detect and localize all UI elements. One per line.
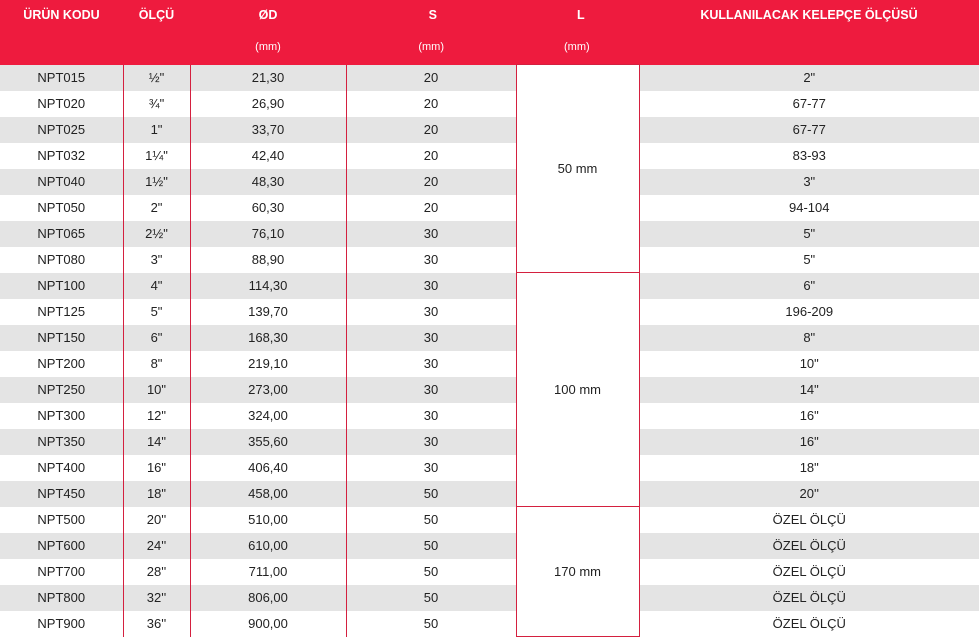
cell-size: 6" — [123, 325, 190, 351]
cell-code: NPT700 — [0, 559, 123, 585]
table-row — [0, 351, 979, 377]
cell-size: 2½" — [123, 221, 190, 247]
header-s: S — [346, 0, 516, 32]
cell-code: NPT150 — [0, 325, 123, 351]
cell-clamp: ÖZEL ÖLÇÜ — [639, 611, 979, 637]
cell-diameter: 60,30 — [190, 195, 346, 221]
cell-clamp: 6" — [639, 273, 979, 299]
cell-size: 1½" — [123, 169, 190, 195]
cell-l-group: 100 mm — [516, 273, 639, 507]
header-l-unit: (mm) — [516, 32, 639, 65]
table-row — [0, 221, 979, 247]
cell-code: NPT040 — [0, 169, 123, 195]
cell-diameter: 900,00 — [190, 611, 346, 637]
cell-s: 50 — [346, 611, 516, 637]
cell-diameter: 76,10 — [190, 221, 346, 247]
cell-clamp: 5" — [639, 247, 979, 273]
cell-size: 4" — [123, 273, 190, 299]
header-code: ÜRÜN KODU — [0, 0, 123, 32]
table-row — [0, 481, 979, 507]
cell-s: 30 — [346, 351, 516, 377]
header-size: ÖLÇÜ — [123, 0, 190, 32]
cell-code: NPT025 — [0, 117, 123, 143]
cell-code: NPT900 — [0, 611, 123, 637]
cell-size: 5" — [123, 299, 190, 325]
header-clamp-unit — [639, 32, 979, 65]
cell-diameter: 114,30 — [190, 273, 346, 299]
cell-s: 30 — [346, 273, 516, 299]
cell-s: 50 — [346, 481, 516, 507]
cell-s: 30 — [346, 325, 516, 351]
table-row — [0, 377, 979, 403]
cell-code: NPT200 — [0, 351, 123, 377]
table-row — [0, 429, 979, 455]
cell-code: NPT080 — [0, 247, 123, 273]
table-row — [0, 117, 979, 143]
cell-diameter: 458,00 — [190, 481, 346, 507]
cell-s: 30 — [346, 247, 516, 273]
header-clamp: KULLANILACAK KELEPÇE ÖLÇÜSÜ — [639, 0, 979, 32]
cell-diameter: 26,90 — [190, 91, 346, 117]
cell-diameter: 711,00 — [190, 559, 346, 585]
cell-code: NPT125 — [0, 299, 123, 325]
table-row — [0, 611, 979, 637]
cell-s: 20 — [346, 65, 516, 91]
cell-s: 20 — [346, 117, 516, 143]
cell-clamp: 94-104 — [639, 195, 979, 221]
cell-s: 30 — [346, 299, 516, 325]
table-row — [0, 559, 979, 585]
table-row — [0, 65, 979, 91]
cell-clamp: 196-209 — [639, 299, 979, 325]
cell-clamp: ÖZEL ÖLÇÜ — [639, 585, 979, 611]
cell-s: 50 — [346, 559, 516, 585]
cell-diameter: 88,90 — [190, 247, 346, 273]
cell-size: ½" — [123, 65, 190, 91]
cell-size: 32'' — [123, 585, 190, 611]
header-code-unit — [0, 32, 123, 65]
table-row — [0, 195, 979, 221]
header-diameter: ØD — [190, 0, 346, 32]
cell-diameter: 610,00 — [190, 533, 346, 559]
cell-diameter: 806,00 — [190, 585, 346, 611]
cell-size: 12" — [123, 403, 190, 429]
cell-code: NPT600 — [0, 533, 123, 559]
cell-code: NPT100 — [0, 273, 123, 299]
cell-diameter: 219,10 — [190, 351, 346, 377]
cell-code: NPT020 — [0, 91, 123, 117]
cell-size: 20'' — [123, 507, 190, 533]
cell-code: NPT450 — [0, 481, 123, 507]
header-s-unit: (mm) — [346, 32, 516, 65]
cell-code: NPT250 — [0, 377, 123, 403]
header-diameter-unit: (mm) — [190, 32, 346, 65]
cell-clamp: 8" — [639, 325, 979, 351]
table-row — [0, 585, 979, 611]
cell-size: 18" — [123, 481, 190, 507]
cell-s: 20 — [346, 195, 516, 221]
cell-clamp: 5" — [639, 221, 979, 247]
cell-s: 50 — [346, 533, 516, 559]
cell-clamp: 67-77 — [639, 117, 979, 143]
cell-code: NPT032 — [0, 143, 123, 169]
cell-clamp: 10" — [639, 351, 979, 377]
table-header — [0, 0, 979, 65]
table-row — [0, 403, 979, 429]
cell-clamp: 16" — [639, 429, 979, 455]
cell-code: NPT500 — [0, 507, 123, 533]
header-l: L — [516, 0, 639, 32]
cell-l-group: 50 mm — [516, 65, 639, 273]
table-row — [0, 299, 979, 325]
cell-size: 16" — [123, 455, 190, 481]
cell-s: 20 — [346, 91, 516, 117]
cell-size: 36'' — [123, 611, 190, 637]
cell-size: 14" — [123, 429, 190, 455]
cell-code: NPT350 — [0, 429, 123, 455]
cell-size: ¾" — [123, 91, 190, 117]
cell-diameter: 21,30 — [190, 65, 346, 91]
header-size-unit — [123, 32, 190, 65]
cell-diameter: 355,60 — [190, 429, 346, 455]
cell-code: NPT300 — [0, 403, 123, 429]
cell-clamp: ÖZEL ÖLÇÜ — [639, 507, 979, 533]
cell-size: 1¼" — [123, 143, 190, 169]
cell-s: 30 — [346, 377, 516, 403]
cell-diameter: 324,00 — [190, 403, 346, 429]
table-row — [0, 247, 979, 273]
cell-code: NPT400 — [0, 455, 123, 481]
cell-s: 30 — [346, 403, 516, 429]
table-row — [0, 455, 979, 481]
table-row — [0, 91, 979, 117]
cell-clamp: ÖZEL ÖLÇÜ — [639, 533, 979, 559]
cell-diameter: 139,70 — [190, 299, 346, 325]
cell-clamp: 2" — [639, 65, 979, 91]
cell-clamp: 83-93 — [639, 143, 979, 169]
cell-size: 10" — [123, 377, 190, 403]
cell-code: NPT065 — [0, 221, 123, 247]
cell-s: 30 — [346, 221, 516, 247]
cell-diameter: 273,00 — [190, 377, 346, 403]
cell-diameter: 42,40 — [190, 143, 346, 169]
cell-code: NPT050 — [0, 195, 123, 221]
cell-size: 1" — [123, 117, 190, 143]
cell-size: 8" — [123, 351, 190, 377]
cell-clamp: 18" — [639, 455, 979, 481]
table-body — [0, 65, 979, 637]
table-row — [0, 533, 979, 559]
cell-size: 28'' — [123, 559, 190, 585]
cell-diameter: 510,00 — [190, 507, 346, 533]
cell-clamp: 20'' — [639, 481, 979, 507]
cell-clamp: 16" — [639, 403, 979, 429]
cell-l-group: 170 mm — [516, 507, 639, 637]
cell-diameter: 33,70 — [190, 117, 346, 143]
cell-size: 2" — [123, 195, 190, 221]
table-row — [0, 143, 979, 169]
cell-diameter: 168,30 — [190, 325, 346, 351]
cell-clamp: 67-77 — [639, 91, 979, 117]
cell-size: 24'' — [123, 533, 190, 559]
cell-s: 20 — [346, 143, 516, 169]
cell-clamp: 3" — [639, 169, 979, 195]
cell-clamp: ÖZEL ÖLÇÜ — [639, 559, 979, 585]
cell-s: 50 — [346, 507, 516, 533]
table-row — [0, 325, 979, 351]
table-row — [0, 273, 979, 299]
cell-diameter: 48,30 — [190, 169, 346, 195]
cell-code: NPT800 — [0, 585, 123, 611]
cell-s: 50 — [346, 585, 516, 611]
cell-s: 20 — [346, 169, 516, 195]
cell-diameter: 406,40 — [190, 455, 346, 481]
table-row — [0, 507, 979, 533]
cell-s: 30 — [346, 455, 516, 481]
cell-size: 3" — [123, 247, 190, 273]
table-row — [0, 169, 979, 195]
cell-code: NPT015 — [0, 65, 123, 91]
cell-clamp: 14" — [639, 377, 979, 403]
cell-s: 30 — [346, 429, 516, 455]
